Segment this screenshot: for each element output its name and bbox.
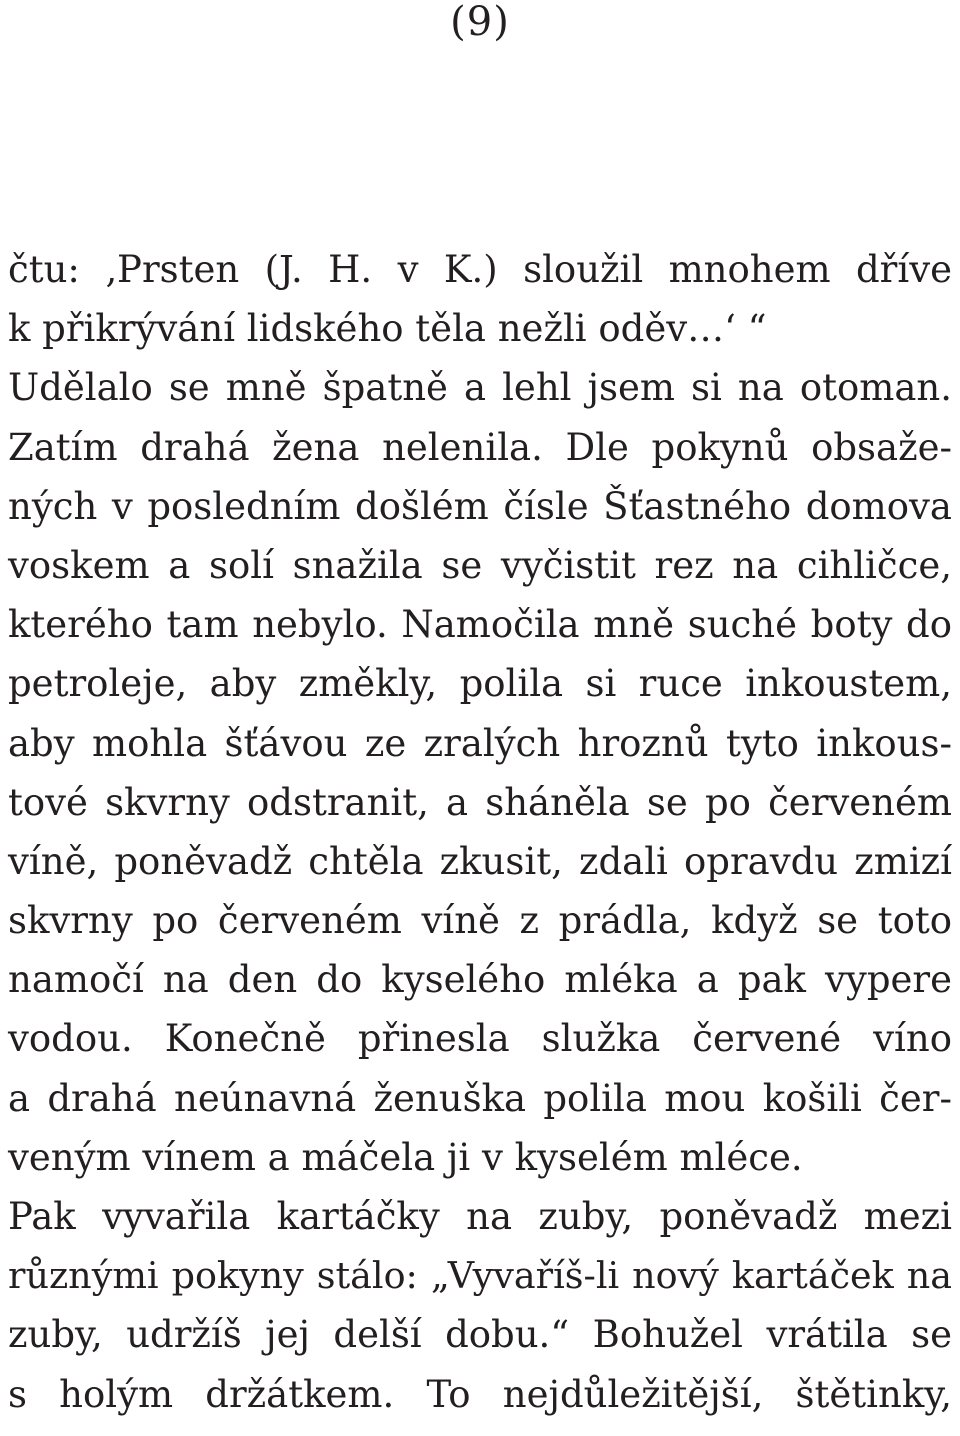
text-line: Zatím drahá žena nelenila. Dle pokynů obsaže- — [8, 425, 952, 469]
text-line: a drahá neúnavná ženuška polila mou košili čer- — [8, 1076, 952, 1120]
text-line: voskem a solí snažila se vyčistit rez na cihličce, — [8, 543, 952, 587]
text-line: petroleje, aby změkly, polila si ruce inkoustem, — [8, 662, 952, 706]
text-line: kterého tam nebylo. Namočila mně suché boty do — [8, 603, 952, 647]
text-line: skvrny po červeném víně z prádla, když se toto — [8, 899, 952, 943]
text-line: vodou. Konečně přinesla služka červené víno — [8, 1017, 952, 1061]
text-line: k přikrývání lidského těla nežli oděv…‘ “ — [8, 307, 767, 351]
text-line: veným vínem a máčela ji v kyselém mléce. — [8, 1135, 803, 1179]
text-line: čtu: ‚Prsten (J. H. v K.) sloužil mnohem dříve — [8, 248, 952, 291]
text-line: aby mohla šťávou ze zralých hroznů tyto inkous- — [8, 721, 952, 765]
text-line: různými pokyny stálo: „Vyvaříš-li nový kartáček na — [8, 1254, 952, 1298]
page-number: (9) — [450, 0, 510, 45]
text-line: ných v posledním došlém čísle Šťastného domova — [8, 484, 952, 528]
text-line: Udělalo se mně špatně a lehl jsem si na otoman. — [8, 366, 952, 410]
body-text — [8, 240, 952, 1424]
text-line: víně, poněvadž chtěla zkusit, zdali opravdu zmizí — [8, 839, 952, 883]
text-line: Pak vyvařila kartáčky na zuby, poněvadž mezi — [8, 1195, 952, 1238]
text-line: namočí na den do kyselého mléka a pak vypere — [8, 958, 952, 1002]
text-line: s holým držátkem. To nejdůležitější, štětinky, — [8, 1372, 952, 1416]
text-line: zuby, udržíš jej delší dobu.“ Bohužel vrátila se — [8, 1313, 952, 1357]
text-line: tové skvrny odstranit, a sháněla se po červeném — [8, 780, 952, 824]
